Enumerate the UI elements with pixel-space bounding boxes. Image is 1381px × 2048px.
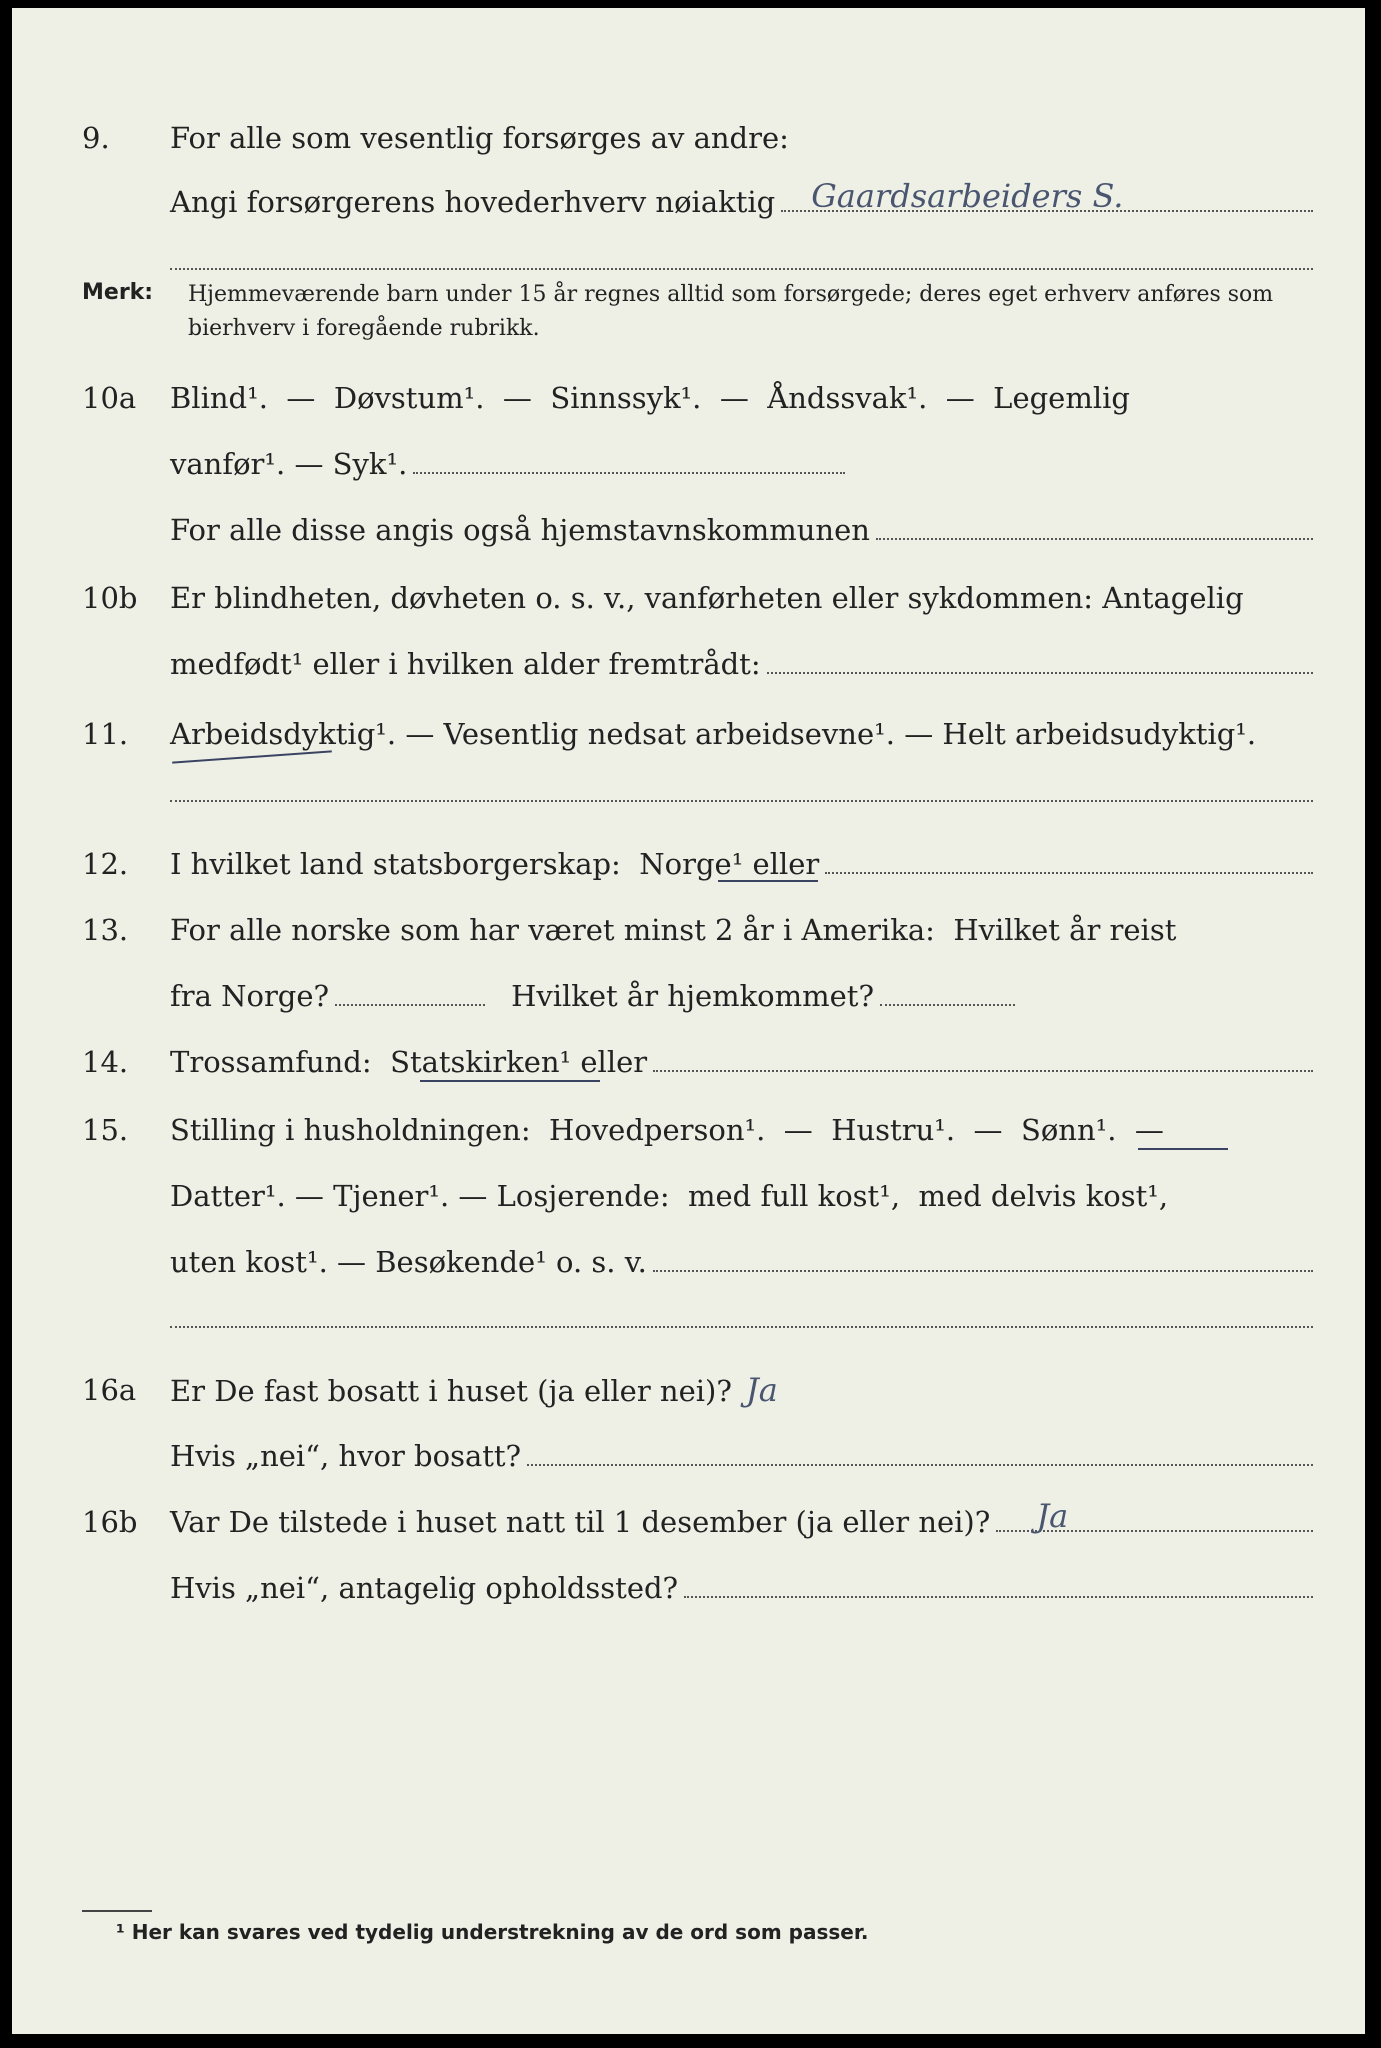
question-text: Er De fast bosatt i huset (ja eller nei)? — [170, 1374, 732, 1408]
question-text: medfødt¹ eller i hvilken alder fremtrådt: — [170, 647, 761, 681]
answer-line[interactable] — [880, 1004, 1015, 1006]
answer-line[interactable] — [876, 538, 1313, 540]
question-number: 9. — [82, 121, 110, 155]
handwritten-answer: Gaardsarbeiders S. — [811, 177, 1124, 215]
question-number: 12. — [82, 847, 129, 881]
question-text: Hvis „nei“, hvor bosatt? — [170, 1439, 522, 1473]
question-text: fra Norge? — [170, 979, 330, 1013]
question-text: Trossamfund: Statskirken¹ eller — [170, 1045, 648, 1079]
question-text: For alle disse angis også hjemstavnskommunen — [170, 513, 870, 547]
question-text: For alle som vesentlig forsørges av andre: — [170, 121, 789, 155]
handwritten-answer: Ja — [745, 1371, 778, 1409]
answer-line[interactable] — [684, 1596, 1313, 1598]
handwritten-underline — [420, 1080, 600, 1082]
question-text: Datter¹. — Tjener¹. — Losjerende: med full kost¹, med delvis kost¹, — [170, 1179, 1169, 1213]
note-text: Hjemmeværende barn under 15 år regnes alltid som forsørgede; deres eget erhverv anføres som bierhverv i foregående rubrikk. — [188, 282, 1274, 341]
question-text: Er blindheten, døvheten o. s. v., vanførheten eller sykdommen: Antagelig — [170, 581, 1244, 615]
question-text: Hvis „nei“, antagelig opholdssted? — [170, 1571, 679, 1605]
question-number: 11. — [82, 717, 129, 751]
handwritten-underline — [1138, 1148, 1228, 1150]
answer-line[interactable] — [781, 177, 1313, 215]
answer-line[interactable] — [413, 472, 845, 474]
answer-line[interactable] — [825, 872, 1313, 874]
question-number: 14. — [82, 1045, 129, 1079]
question-text: Blind¹. — Døvstum¹. — Sinnssyk¹. — Åndssvak¹. — Legemlig — [170, 381, 1130, 415]
question-text: Hvilket år hjemkommet? — [511, 979, 875, 1013]
question-text: Stilling i husholdningen: Hovedperson¹. — Hustru¹. — Sønn¹. — — [170, 1113, 1164, 1147]
answer-line[interactable] — [996, 1497, 1313, 1535]
answer-line[interactable] — [653, 1270, 1313, 1272]
footnote-rule — [82, 1910, 152, 1912]
separator-line — [170, 268, 1313, 270]
separator-line — [170, 1326, 1313, 1328]
answer-line[interactable] — [767, 672, 1313, 674]
handwritten-answer: Ja — [1036, 1497, 1069, 1535]
question-text: For alle norske som har været minst 2 år i Amerika: Hvilket år reist — [170, 913, 1177, 947]
note-label: Merk: — [82, 280, 154, 305]
question-number: 15. — [82, 1113, 129, 1147]
question-text: vanfør¹. — Syk¹. — [170, 447, 408, 481]
footnote: ¹ Her kan svares ved tydelig understrekning av de ord som passer. — [116, 1920, 869, 1944]
question-number: 16b — [82, 1505, 138, 1539]
answer-line[interactable] — [335, 1004, 485, 1006]
census-form-page — [12, 8, 1365, 2034]
question-text: Arbeidsdyktig¹. — Vesentlig nedsat arbeidsevne¹. — Helt arbeidsudyktig¹. — [170, 717, 1257, 751]
answer-line[interactable] — [527, 1464, 1313, 1466]
question-text: Var De tilstede i huset natt til 1 desember (ja eller nei)? — [170, 1505, 991, 1539]
answer-line[interactable] — [653, 1070, 1313, 1072]
question-text: Angi forsørgerens hovederhverv nøiaktig — [170, 185, 776, 219]
question-number: 10b — [82, 581, 138, 615]
handwritten-underline — [718, 880, 818, 882]
question-text: I hvilket land statsborgerskap: Norge¹ eller — [170, 847, 820, 881]
question-number: 10a — [82, 381, 137, 415]
question-number: 13. — [82, 913, 129, 947]
question-number: 16a — [82, 1373, 137, 1407]
question-text: uten kost¹. — Besøkende¹ o. s. v. — [170, 1245, 647, 1279]
separator-line — [170, 800, 1313, 802]
